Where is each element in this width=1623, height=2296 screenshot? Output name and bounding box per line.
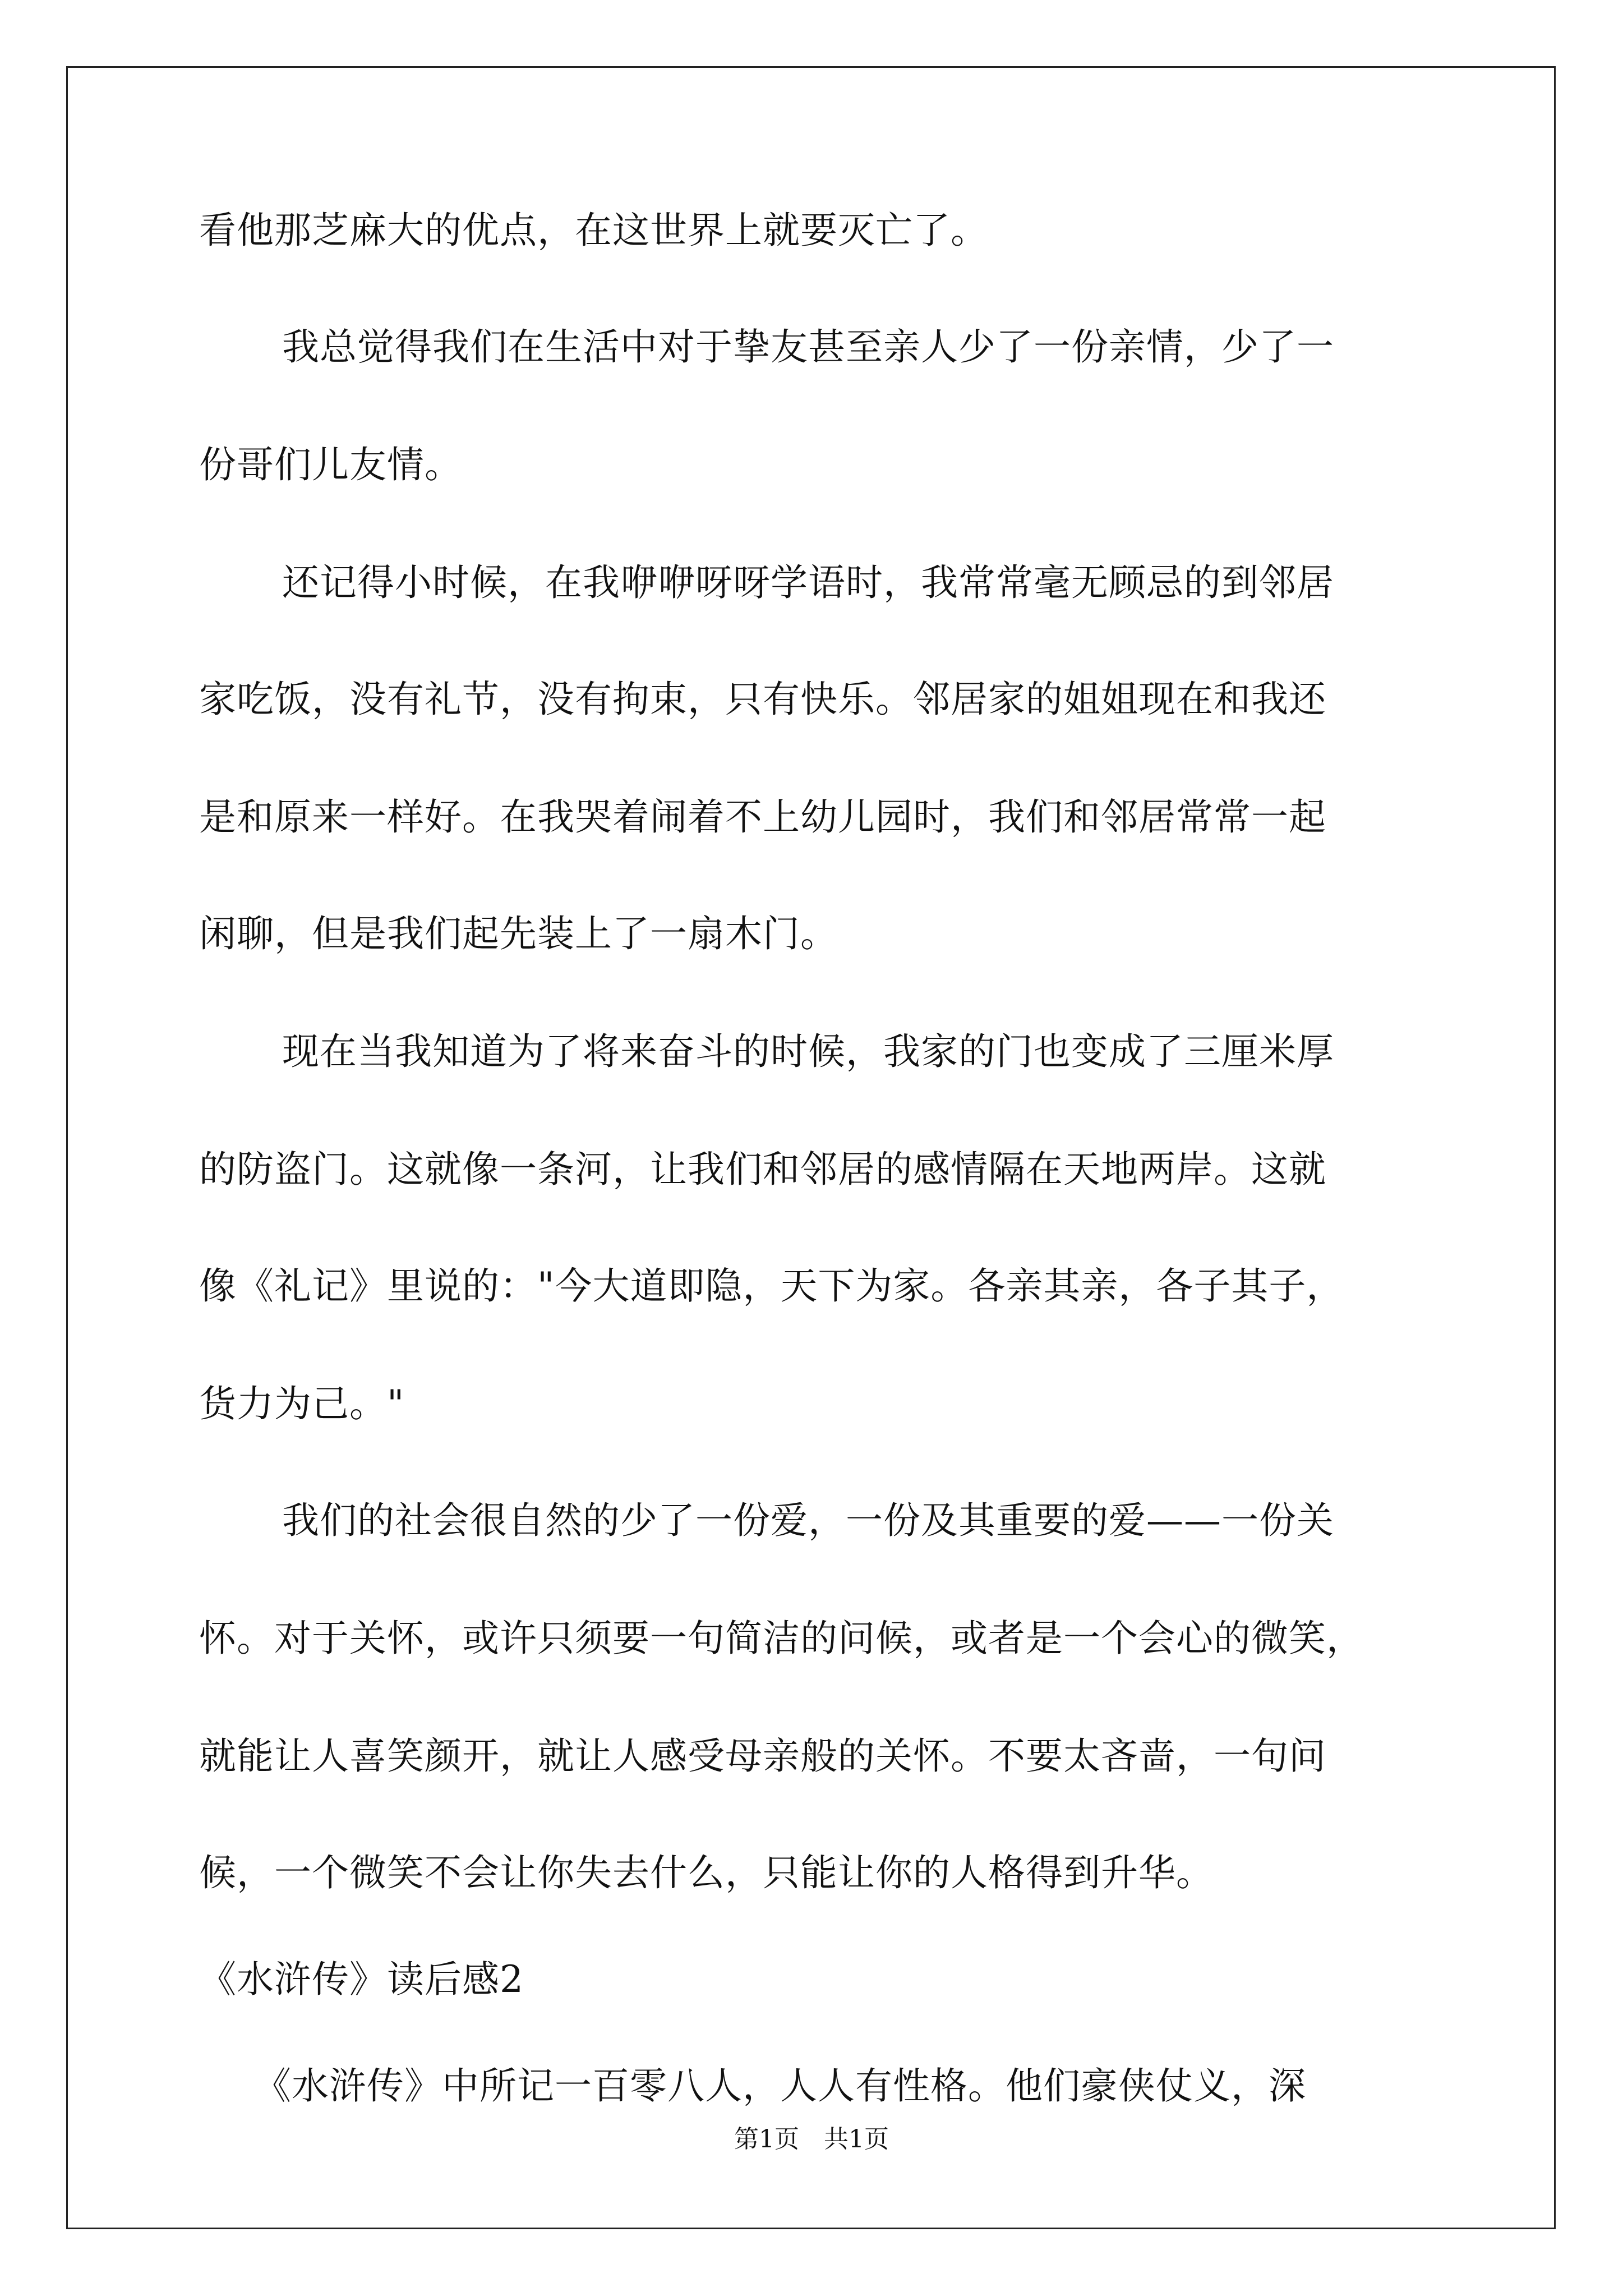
text-line: 闲聊，但是我们起先装上了一扇木门。 <box>199 912 838 955</box>
text-line: 家吃饭，没有礼节，没有拘束，只有快乐。邻居家的姐姐现在和我还 <box>199 678 1326 721</box>
text-line: 现在当我知道为了将来奋斗的时候，我家的门也变成了三厘米厚 <box>282 1030 1334 1073</box>
text-line: 怀。对于关怀，或许只须要一句简洁的问候，或者是一个会心的微笑， <box>199 1617 1364 1660</box>
text-line: 是和原来一样好。在我哭着闹着不上幼儿园时，我们和邻居常常一起 <box>199 795 1326 839</box>
text-line: 《水浒传》中所记一百零八人，人人有性格。他们豪侠仗义，深 <box>254 2064 1306 2108</box>
section-heading: 《水浒传》读后感2 <box>199 1958 524 2001</box>
text-line: 还记得小时候，在我咿咿呀呀学语时，我常常毫无顾忌的到邻居 <box>282 561 1334 604</box>
text-line: 份哥们儿友情。 <box>199 443 462 486</box>
text-line: 我总觉得我们在生活中对于挚友甚至亲人少了一份亲情，少了一 <box>282 325 1334 369</box>
text-line: 的防盗门。这就像一条河，让我们和邻居的感情隔在天地两岸。这就 <box>199 1148 1326 1191</box>
page-footer: 第1页 共1页 <box>734 2125 889 2154</box>
text-line: 看他那芝麻大的优点，在这世界上就要灭亡了。 <box>199 209 988 252</box>
text-line: 我们的社会很自然的少了一份爱，一份及其重要的爱——一份关 <box>282 1499 1334 1542</box>
text-line: 货力为己。" <box>199 1382 405 1425</box>
text-line: 像《礼记》里说的："今大道即隐，天下为家。各亲其亲，各子其子， <box>199 1264 1344 1308</box>
text-line: 候，一个微笑不会让你失去什么，只能让你的人格得到升华。 <box>199 1851 1214 1894</box>
text-line: 就能让人喜笑颜开，就让人感受母亲般的关怀。不要太吝啬，一句问 <box>199 1734 1326 1778</box>
